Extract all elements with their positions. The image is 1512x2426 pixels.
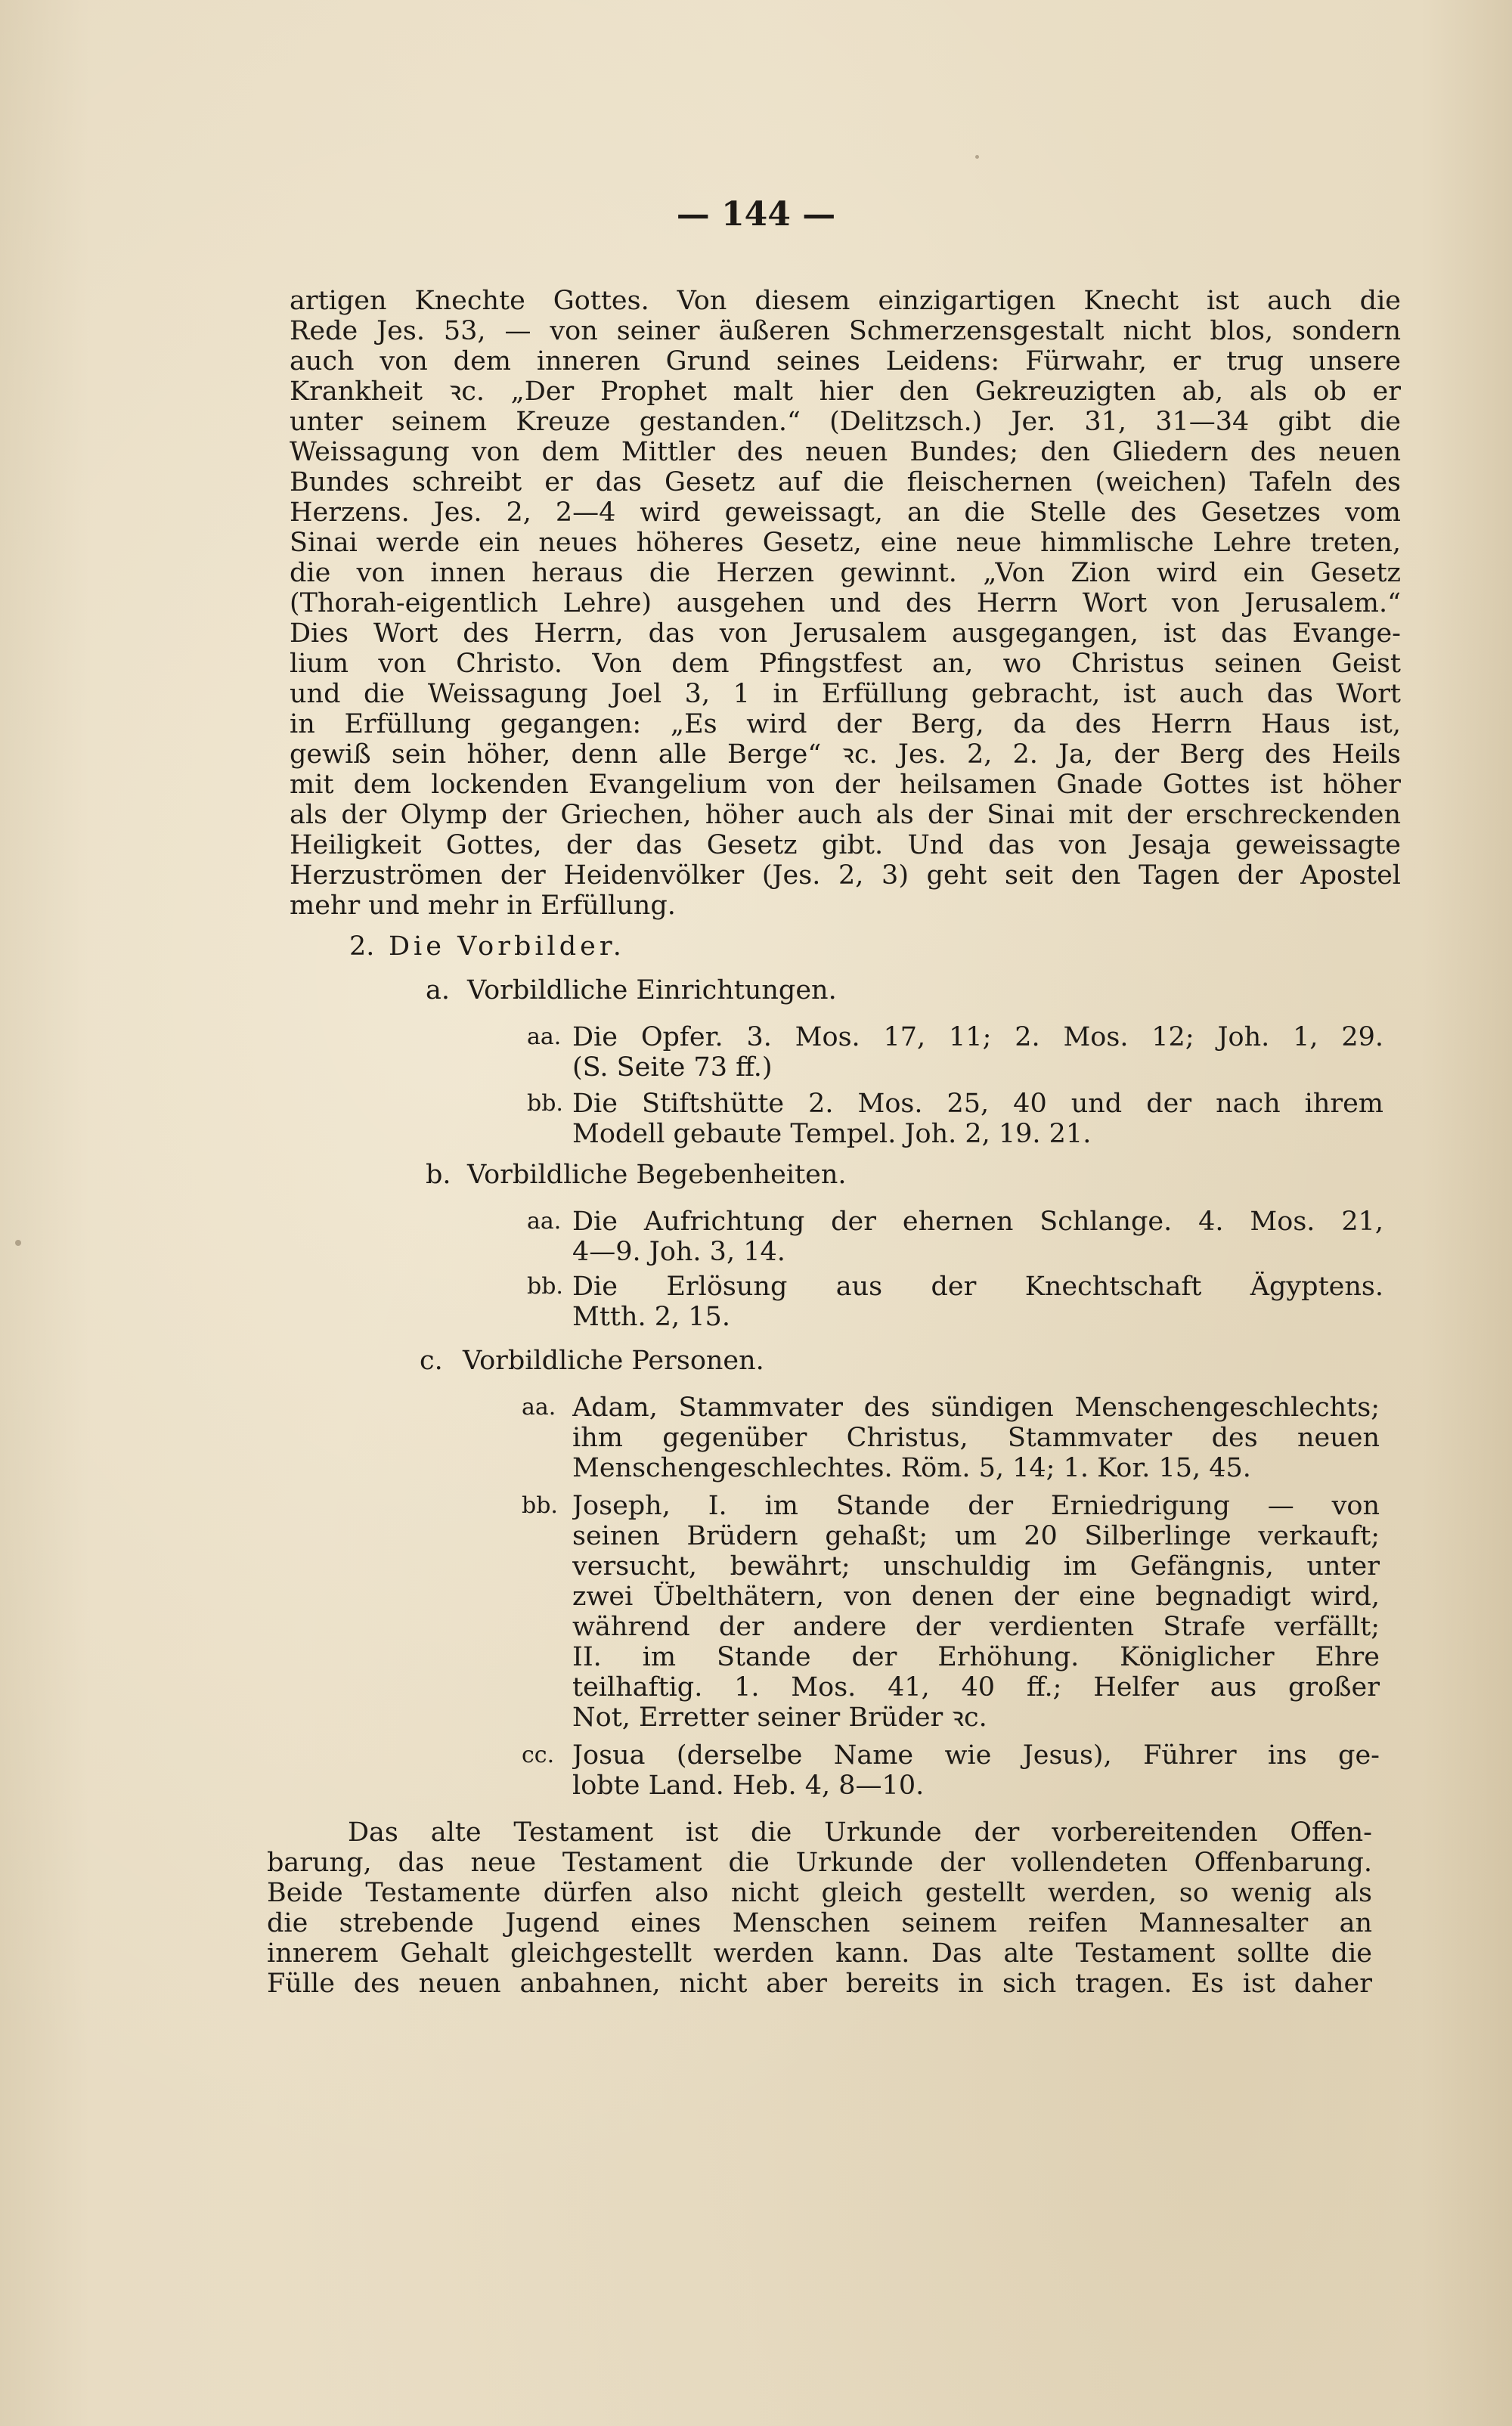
item-line: ihm gegenüber Christus, Stammvater des neuen	[572, 1423, 1380, 1453]
item-line: Modell gebaute Tempel. Joh. 2, 19. 21.	[572, 1119, 1092, 1149]
paper-speck	[975, 155, 979, 159]
text-line: und die Weissagung Joel 3, 1 in Erfüllung gebracht, ist auch das Wort	[290, 679, 1401, 709]
item-line: Menschengeschlechtes. Röm. 5, 14; 1. Kor. 15, 45.	[572, 1453, 1251, 1483]
text-line: mit dem lockenden Evangelium von der heilsamen Gnade Gottes ist höher	[290, 770, 1401, 800]
text-line: Bundes schreibt er das Gesetz auf die fleischernen (weichen) Tafeln des	[290, 467, 1401, 497]
item-line: Mtth. 2, 15.	[572, 1302, 730, 1332]
section-number: 2.	[349, 931, 375, 962]
text-line: innerem Gehalt gleichgestellt werden kann. Das alte Testament sollte die	[267, 1938, 1372, 1969]
item-marker: cc.	[522, 1742, 555, 1768]
item-line: während der andere der verdienten Strafe verfällt;	[572, 1612, 1380, 1642]
text-line: Fülle des neuen anbahnen, nicht aber bereits in sich tragen. Es ist daher	[267, 1969, 1372, 1999]
item-line: Josua (derselbe Name wie Jesus), Führer ins ge-	[572, 1740, 1380, 1771]
text-line: die strebende Jugend eines Menschen seinem reifen Mannesalter an	[267, 1908, 1372, 1938]
text-line: Weissagung von dem Mittler des neuen Bundes; den Gliedern des neuen	[290, 437, 1401, 467]
text-line: Rede Jes. 53, — von seiner äußeren Schmerzensgestalt nicht blos, sondern	[290, 316, 1401, 346]
subsection-letter: a.	[426, 975, 450, 1005]
text-line: Dies Wort des Herrn, das von Jerusalem ausgegangen, ist das Evange-	[290, 618, 1401, 649]
subsection-letter: b.	[426, 1160, 451, 1190]
text-line: Sinai werde ein neues höheres Gesetz, eine neue himmlische Lehre treten,	[290, 528, 1401, 558]
item-line: seinen Brüdern gehaßt; um 20 Silberlinge verkauft;	[572, 1521, 1380, 1551]
text-line: Heiligkeit Gottes, der das Gesetz gibt. Und das von Jesaja geweissagte	[290, 830, 1401, 860]
item-line: Die Stiftshütte 2. Mos. 25, 40 und der nach ihrem	[572, 1089, 1383, 1119]
text-line: (Thorah-eigentlich Lehre) ausgehen und des Herrn Wort von Jerusalem.“	[290, 588, 1401, 618]
item-line: (S. Seite 73 ff.)	[572, 1052, 773, 1083]
paper-speck	[15, 1240, 21, 1246]
text-line: mehr und mehr in Erfüllung.	[290, 891, 676, 921]
item-line: Not, Erretter seiner Brüder ꝛc.	[572, 1703, 987, 1733]
item-marker: bb.	[527, 1273, 563, 1300]
item-line: Adam, Stammvater des sündigen Menschengeschlechts;	[572, 1393, 1380, 1423]
item-line: 4—9. Joh. 3, 14.	[572, 1237, 785, 1267]
text-line: in Erfüllung gegangen: „Es wird der Berg, da des Herrn Haus ist,	[290, 709, 1401, 739]
item-marker: bb.	[522, 1492, 558, 1519]
text-line: Krankheit ꝛc. „Der Prophet malt hier den Gekreuzigten ab, als ob er	[290, 376, 1401, 407]
subsection-title: Vorbildliche Einrichtungen.	[467, 975, 837, 1005]
text-line: als der Olymp der Griechen, höher auch als der Sinai mit der erschreckenden	[290, 800, 1401, 830]
item-line: Joseph, I. im Stande der Erniedrigung — von	[572, 1491, 1380, 1521]
text-line: barung, das neue Testament die Urkunde der vollendeten Offenbarung.	[267, 1848, 1372, 1878]
text-line: artigen Knechte Gottes. Von diesem einzigartigen Knecht ist auch die	[290, 286, 1401, 316]
text-line: lium von Christo. Von dem Pfingstfest an, wo Christus seinen Geist	[290, 649, 1401, 679]
text-line: Beide Testamente dürfen also nicht gleich gestellt werden, so wenig als	[267, 1878, 1372, 1908]
section-title: Die Vorbilder.	[389, 931, 625, 962]
text-line: Herzens. Jes. 2, 2—4 wird geweissagt, an die Stelle des Gesetzes vom	[290, 497, 1401, 528]
item-line: Die Opfer. 3. Mos. 17, 11; 2. Mos. 12; Joh. 1, 29.	[572, 1022, 1383, 1052]
item-line: Die Aufrichtung der ehernen Schlange. 4. Mos. 21,	[572, 1207, 1383, 1237]
item-marker: aa.	[527, 1208, 562, 1235]
text-line: unter seinem Kreuze gestanden.“ (Delitzsch.) Jer. 31, 31—34 gibt die	[290, 407, 1401, 437]
item-line: Die Erlösung aus der Knechtschaft Ägyptens.	[572, 1272, 1383, 1302]
subsection-title: Vorbildliche Personen.	[463, 1346, 764, 1376]
text-line: gewiß sein höher, denn alle Berge“ ꝛc. Jes. 2, 2. Ja, der Berg des Heils	[290, 739, 1401, 770]
item-line: lobte Land. Heb. 4, 8—10.	[572, 1771, 925, 1801]
text-line: Das alte Testament ist die Urkunde der vorbereitenden Offen-	[348, 1817, 1372, 1848]
item-line: II. im Stande der Erhöhung. Königlicher Ehre	[572, 1642, 1380, 1672]
page-number: — 144 —	[676, 195, 836, 234]
subsection-letter: c.	[420, 1346, 443, 1376]
item-line: versucht, bewährt; unschuldig im Gefängnis, unter	[572, 1551, 1380, 1582]
text-line: Herzuströmen der Heidenvölker (Jes. 2, 3) geht seit den Tagen der Apostel	[290, 860, 1401, 891]
subsection-title: Vorbildliche Begebenheiten.	[467, 1160, 847, 1190]
text-line: die von innen heraus die Herzen gewinnt. „Von Zion wird ein Gesetz	[290, 558, 1401, 588]
item-marker: aa.	[527, 1024, 562, 1050]
item-line: zwei Übelthätern, von denen der eine begnadigt wird,	[572, 1582, 1380, 1612]
text-line: auch von dem inneren Grund seines Leidens: Fürwahr, er trug unsere	[290, 346, 1401, 376]
item-line: teilhaftig. 1. Mos. 41, 40 ff.; Helfer aus großer	[572, 1672, 1380, 1703]
item-marker: bb.	[527, 1090, 563, 1117]
item-marker: aa.	[522, 1394, 556, 1421]
